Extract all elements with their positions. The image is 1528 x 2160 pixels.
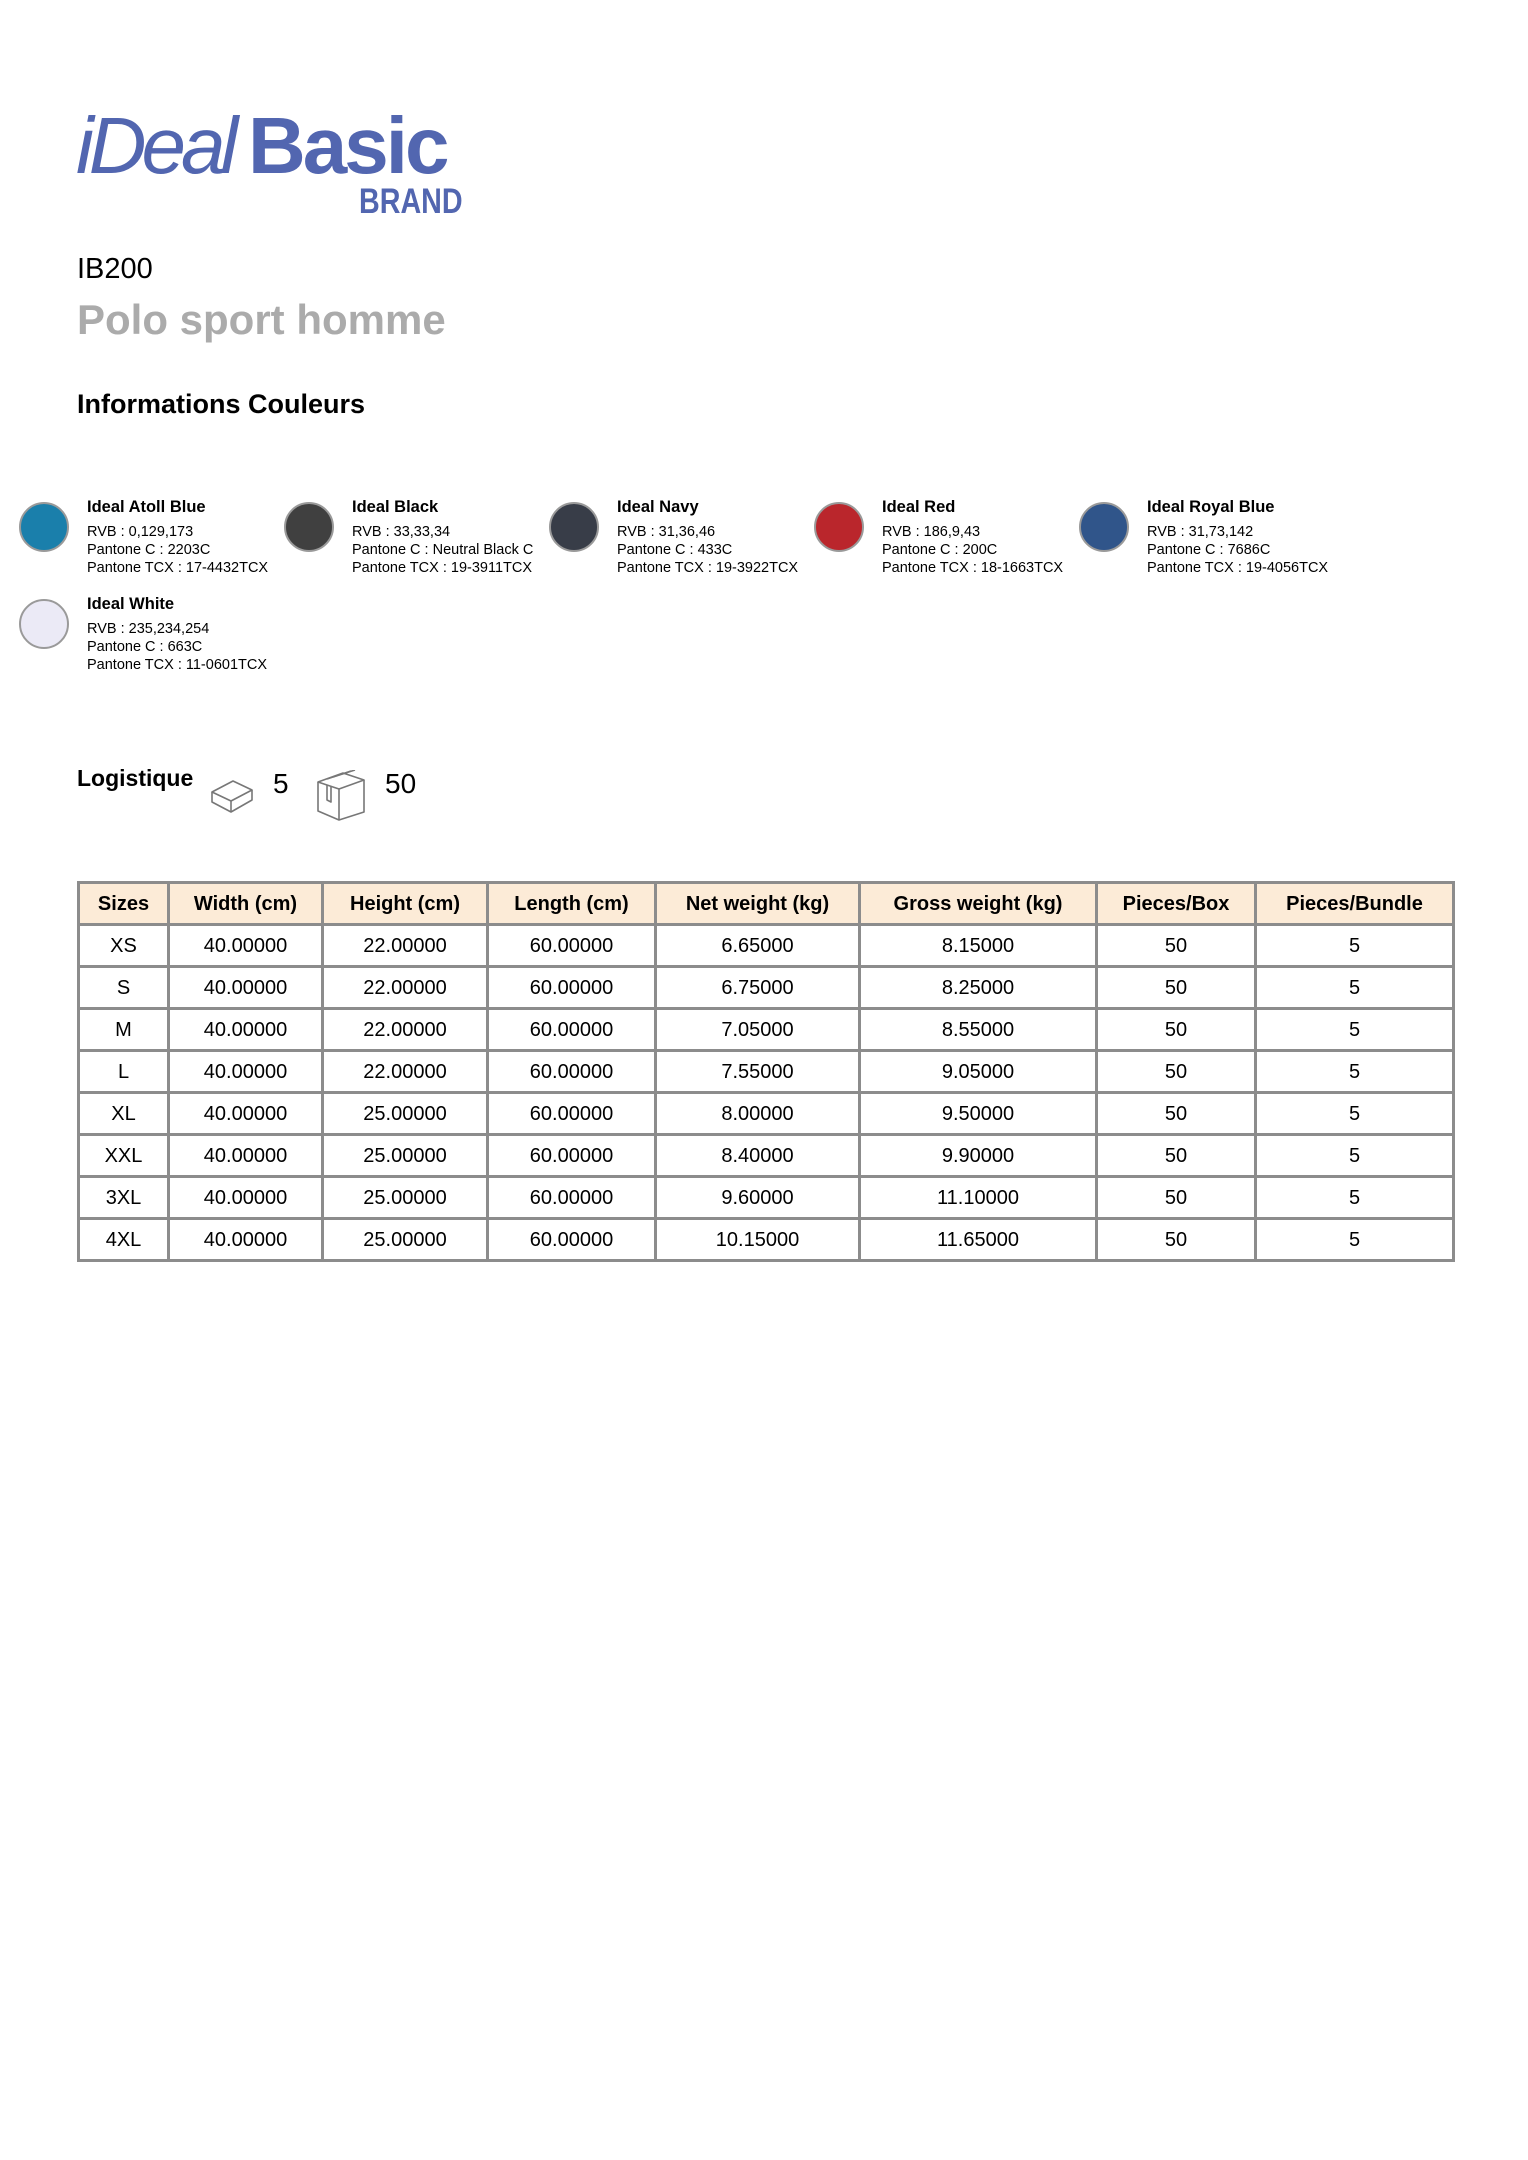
color-pantone-tcx: Pantone TCX : 18-1663TCX [882,560,1064,576]
table-cell: 7.55000 [656,1051,860,1093]
color-swatch [540,497,800,587]
color-circle-icon [19,599,69,649]
logistics-table [77,881,1455,1262]
table-cell: 25.00000 [323,1093,488,1135]
table-cell: 50 [1097,967,1256,1009]
table-cell: 11.65000 [860,1219,1097,1261]
color-pantone-c: Pantone C : Neutral Black C [352,542,534,558]
table-cell: 8.25000 [860,967,1097,1009]
table-cell: 11.10000 [860,1177,1097,1219]
table-cell: 8.00000 [656,1093,860,1135]
color-rvb: RVB : 186,9,43 [882,524,981,540]
color-swatch [275,497,535,587]
table-cell: 60.00000 [488,1177,656,1219]
table-cell: 25.00000 [323,1219,488,1261]
logo-ideal-text: iDeal [76,101,234,190]
table-row [79,925,1454,967]
table-cell: 5 [1256,1051,1454,1093]
table-cell: L [79,1051,169,1093]
logistics-title: Logistique [77,765,194,791]
header-pieces-box: Pieces/Box [1097,883,1256,925]
table-cell: 9.05000 [860,1051,1097,1093]
color-name: Ideal Royal Blue [1147,498,1275,516]
table-cell: 50 [1097,1219,1256,1261]
table-cell: 22.00000 [323,925,488,967]
header-length: Length (cm) [488,883,656,925]
color-name: Ideal Red [882,498,956,516]
table-cell: 5 [1256,1009,1454,1051]
bundle-box-icon [208,778,256,814]
table-cell: M [79,1009,169,1051]
table-cell: 10.15000 [656,1219,860,1261]
header-gross-weight: Gross weight (kg) [860,883,1097,925]
table-row [79,1177,1454,1219]
table-cell: S [79,967,169,1009]
table-cell: 9.90000 [860,1135,1097,1177]
table-cell: 40.00000 [169,1219,323,1261]
table-row [79,1219,1454,1261]
table-cell: 40.00000 [169,1177,323,1219]
table-cell: 5 [1256,1177,1454,1219]
table-cell: 60.00000 [488,1009,656,1051]
color-swatch [10,594,270,684]
table-cell: 40.00000 [169,1093,323,1135]
color-pantone-c: Pantone C : 2203C [87,542,211,558]
color-name: Ideal Atoll Blue [87,498,206,516]
color-rvb: RVB : 31,73,142 [1147,524,1254,540]
table-cell: 9.50000 [860,1093,1097,1135]
table-cell: 3XL [79,1177,169,1219]
color-circle-icon [814,502,864,552]
product-code: IB200 [77,253,153,285]
color-pantone-c: Pantone C : 200C [882,542,998,558]
carton-quantity: 50 [385,768,417,799]
color-circle-icon [1079,502,1129,552]
table-cell: XS [79,925,169,967]
color-circle-icon [284,502,334,552]
table-cell: 60.00000 [488,1135,656,1177]
table-cell: 50 [1097,1093,1256,1135]
table-cell: 40.00000 [169,925,323,967]
color-rvb: RVB : 0,129,173 [87,524,194,540]
table-cell: 5 [1256,1219,1454,1261]
colors-section-title: Informations Couleurs [77,389,366,419]
color-name: Ideal White [87,595,175,613]
table-cell: 50 [1097,1009,1256,1051]
logo-brand-text: BRAND [359,182,463,221]
header-sizes: Sizes [79,883,169,925]
color-name: Ideal Black [352,498,439,516]
table-cell: 60.00000 [488,967,656,1009]
table-cell: 60.00000 [488,925,656,967]
table-cell: 7.05000 [656,1009,860,1051]
table-cell: 8.40000 [656,1135,860,1177]
table-cell: 25.00000 [323,1135,488,1177]
table-cell: 6.65000 [656,925,860,967]
table-cell: 50 [1097,1051,1256,1093]
table-cell: 60.00000 [488,1219,656,1261]
table-cell: 50 [1097,925,1256,967]
color-rvb: RVB : 33,33,34 [352,524,451,540]
table-cell: 25.00000 [323,1177,488,1219]
table-row [79,1051,1454,1093]
carton-box-icon [315,770,367,822]
table-cell: 9.60000 [656,1177,860,1219]
header-height: Height (cm) [323,883,488,925]
header-pieces-bundle: Pieces/Bundle [1256,883,1454,925]
table-cell: 8.15000 [860,925,1097,967]
color-pantone-tcx: Pantone TCX : 11-0601TCX [87,657,268,673]
brand-logo [76,101,476,226]
color-pantone-tcx: Pantone TCX : 19-3922TCX [617,560,799,576]
color-pantone-c: Pantone C : 433C [617,542,733,558]
table-cell: 6.75000 [656,967,860,1009]
color-swatch [805,497,1065,587]
table-cell: 40.00000 [169,1051,323,1093]
table-cell: 8.55000 [860,1009,1097,1051]
table-cell: 22.00000 [323,1009,488,1051]
table-cell: 22.00000 [323,967,488,1009]
color-swatch [1070,497,1330,587]
table-cell: 60.00000 [488,1051,656,1093]
bundle-quantity: 5 [273,768,289,799]
table-row [79,1135,1454,1177]
table-cell: 5 [1256,925,1454,967]
color-pantone-tcx: Pantone TCX : 17-4432TCX [87,560,269,576]
color-circle-icon [19,502,69,552]
table-cell: 5 [1256,1135,1454,1177]
color-rvb: RVB : 31,36,46 [617,524,716,540]
table-cell: 40.00000 [169,967,323,1009]
table-cell: 40.00000 [169,1009,323,1051]
table-cell: 50 [1097,1135,1256,1177]
table-cell: 60.00000 [488,1093,656,1135]
color-swatch [10,497,270,587]
logo-basic-text: Basic [248,101,447,190]
table-cell: XL [79,1093,169,1135]
header-net-weight: Net weight (kg) [656,883,860,925]
color-circle-icon [549,502,599,552]
color-pantone-c: Pantone C : 663C [87,639,203,655]
table-row [79,1093,1454,1135]
color-pantone-tcx: Pantone TCX : 19-4056TCX [1147,560,1329,576]
table-row [79,967,1454,1009]
table-row [79,1009,1454,1051]
color-pantone-c: Pantone C : 7686C [1147,542,1271,558]
color-name: Ideal Navy [617,498,699,516]
color-rvb: RVB : 235,234,254 [87,621,210,637]
table-header-row [79,883,1454,925]
table-cell: 40.00000 [169,1135,323,1177]
color-pantone-tcx: Pantone TCX : 19-3911TCX [352,560,533,576]
table-cell: 22.00000 [323,1051,488,1093]
table-cell: 4XL [79,1219,169,1261]
table-cell: XXL [79,1135,169,1177]
product-name: Polo sport homme [77,296,446,343]
table-cell: 50 [1097,1177,1256,1219]
header-width: Width (cm) [169,883,323,925]
table-cell: 5 [1256,967,1454,1009]
table-cell: 5 [1256,1093,1454,1135]
